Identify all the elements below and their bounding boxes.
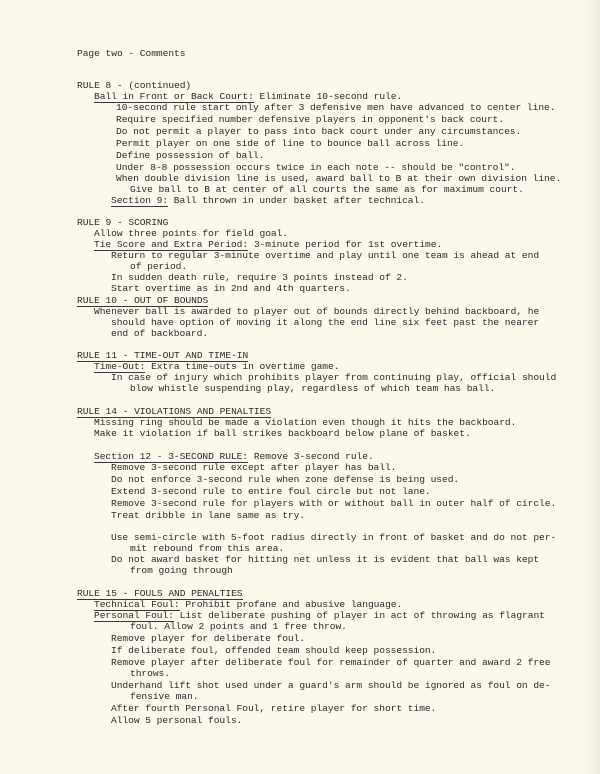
rule15-line: If deliberate foul, offended team should keep possession. bbox=[111, 645, 437, 656]
rule10-heading bbox=[77, 295, 208, 306]
rule15-line: Remove player after deliberate foul for remainder of quarter and award 2 free bbox=[111, 657, 551, 668]
rule8-section9 bbox=[111, 195, 425, 206]
rule11-line: blow whistle suspending play, regardless of which team has ball. bbox=[130, 383, 496, 394]
rule14-line: Make it violation if ball strikes backboard below plane of basket. bbox=[94, 428, 471, 439]
rule8-backcourt-label: Ball in Front or Back Court: bbox=[94, 91, 254, 102]
rule9-heading: RULE 9 - SCORING bbox=[77, 217, 169, 228]
rule8-heading: RULE 8 - (continued) bbox=[77, 80, 192, 91]
rule15-heading bbox=[77, 588, 243, 599]
rule15-personal-label: Personal Foul: bbox=[94, 610, 174, 621]
rule15-line: Remove player for deliberate foul. bbox=[111, 633, 306, 644]
rule15-line: After fourth Personal Foul, retire player for short time. bbox=[111, 703, 437, 714]
rule14-heading-text: RULE 14 - VIOLATIONS AND PENALTIES bbox=[77, 406, 272, 417]
rule8-line: 10-second rule start only after 3 defensive men have advanced to center line. bbox=[116, 102, 556, 113]
rule15-line: Allow 5 personal fouls. bbox=[111, 715, 243, 726]
rule8-backcourt-text: Eliminate 10-second rule. bbox=[253, 91, 403, 102]
rule11-line: In case of injury which prohibits player from continuing play, official should bbox=[111, 372, 557, 383]
rule14-section12-line: Treat dribble in lane same as try. bbox=[111, 510, 306, 521]
page-header: Page two - Comments bbox=[77, 48, 186, 59]
rule9-tie bbox=[94, 239, 442, 250]
rule14-section12 bbox=[94, 451, 374, 462]
rule8-line: Define possession of ball. bbox=[116, 150, 265, 161]
rule8-line: Give ball to B at center of all courts the same as for maximum court. bbox=[130, 184, 524, 195]
rule8-line: Under 8-8 possession occurs twice in each note -- should be "control". bbox=[116, 162, 516, 173]
rule8-section9-text: Ball thrown in under basket after technical. bbox=[168, 195, 425, 206]
rule8-line: Do not permit a player to pass into back court under any circumstances. bbox=[116, 126, 522, 137]
rule10-line: should have option of moving it along the end line six feet past the nearer bbox=[111, 317, 540, 328]
rule14-heading bbox=[77, 406, 271, 417]
rule14-section12-line: Remove 3-second rule except after player has ball. bbox=[111, 462, 397, 473]
rule14-semicircle-line: from going through bbox=[130, 565, 233, 576]
rule15-heading-text: RULE 15 - FOULS AND PENALTIES bbox=[77, 588, 243, 599]
rule11-heading bbox=[77, 350, 248, 361]
rule15-line: throws. bbox=[130, 668, 170, 679]
rule9-line: Start overtime as in 2nd and 4th quarters. bbox=[111, 283, 351, 294]
rule11-timeout-label: Time-Out: bbox=[94, 361, 146, 372]
rule14-section12-line: Remove 3-second rule for players with or without ball in outer half of circle. bbox=[111, 498, 557, 509]
rule15-line: Underhand lift shot used under a guard's arm should be ignored as foul on de- bbox=[111, 680, 551, 691]
rule14-line: Missing ring should be made a violation even though it hits the backboard. bbox=[94, 417, 517, 428]
rule10-line: Whenever ball is awarded to player out of bounds directly behind backboard, he bbox=[94, 306, 540, 317]
rule8-section9-label: Section 9: bbox=[111, 195, 169, 206]
rule11-timeout-text: Extra time-outs in overtime game. bbox=[145, 361, 340, 372]
rule14-semicircle-line: Use semi-circle with 5-foot radius directly in front of basket and do not per- bbox=[111, 532, 557, 543]
rule14-semicircle-line: Do not award basket for hitting net unless it is evident that ball was kept bbox=[111, 554, 540, 565]
rule15-personal bbox=[94, 610, 545, 621]
rule8-line: When double division line is used, award ball to B at their own division line. bbox=[116, 173, 562, 184]
rule10-line: end of backboard. bbox=[111, 328, 209, 339]
rule9-tie-text: 3-minute period for 1st overtime. bbox=[248, 239, 443, 250]
rule15-line: fensive man. bbox=[130, 691, 199, 702]
rule9-line: of period. bbox=[130, 261, 188, 272]
rule15-line: foul. Allow 2 points and 1 free throw. bbox=[130, 621, 347, 632]
rule14-section12-line: Do not enforce 3-second rule when zone defense is being used. bbox=[111, 474, 460, 485]
rule8-line: Require specified number defensive players in opponent's back court. bbox=[116, 114, 505, 125]
rule15-technical-label: Technical Foul: bbox=[94, 599, 180, 610]
rule9-tie-label: Tie Score and Extra Period: bbox=[94, 239, 249, 250]
rule8-backcourt bbox=[94, 91, 402, 102]
rule15-personal-text: List deliberate pushing of player in act of throwing as flagrant bbox=[173, 610, 545, 621]
rule9-line: In sudden death rule, require 3 points instead of 2. bbox=[111, 272, 408, 283]
rule8-line: Permit player on one side of line to bounce ball across line. bbox=[116, 138, 465, 149]
rule9-line: Return to regular 3-minute overtime and play until one team is ahead at end bbox=[111, 250, 540, 261]
rule14-section12-line: Extend 3-second rule to entire foul circle but not lane. bbox=[111, 486, 431, 497]
rule15-technical-text: Prohibit profane and abusive language. bbox=[179, 599, 403, 610]
rule10-heading-text: RULE 10 - OUT OF BOUNDS bbox=[77, 295, 209, 306]
rule11-timeout bbox=[94, 361, 339, 372]
rule15-technical bbox=[94, 599, 402, 610]
rule14-semicircle-line: mit rebound from this area. bbox=[130, 543, 285, 554]
rule14-section12-label: Section 12 - 3-SECOND RULE: bbox=[94, 451, 249, 462]
rule11-heading-text: RULE 11 - TIME-OUT AND TIME-IN bbox=[77, 350, 249, 361]
rule14-section12-text: Remove 3-second rule. bbox=[248, 451, 374, 462]
rule9-line: Allow three points for field goal. bbox=[94, 228, 289, 239]
